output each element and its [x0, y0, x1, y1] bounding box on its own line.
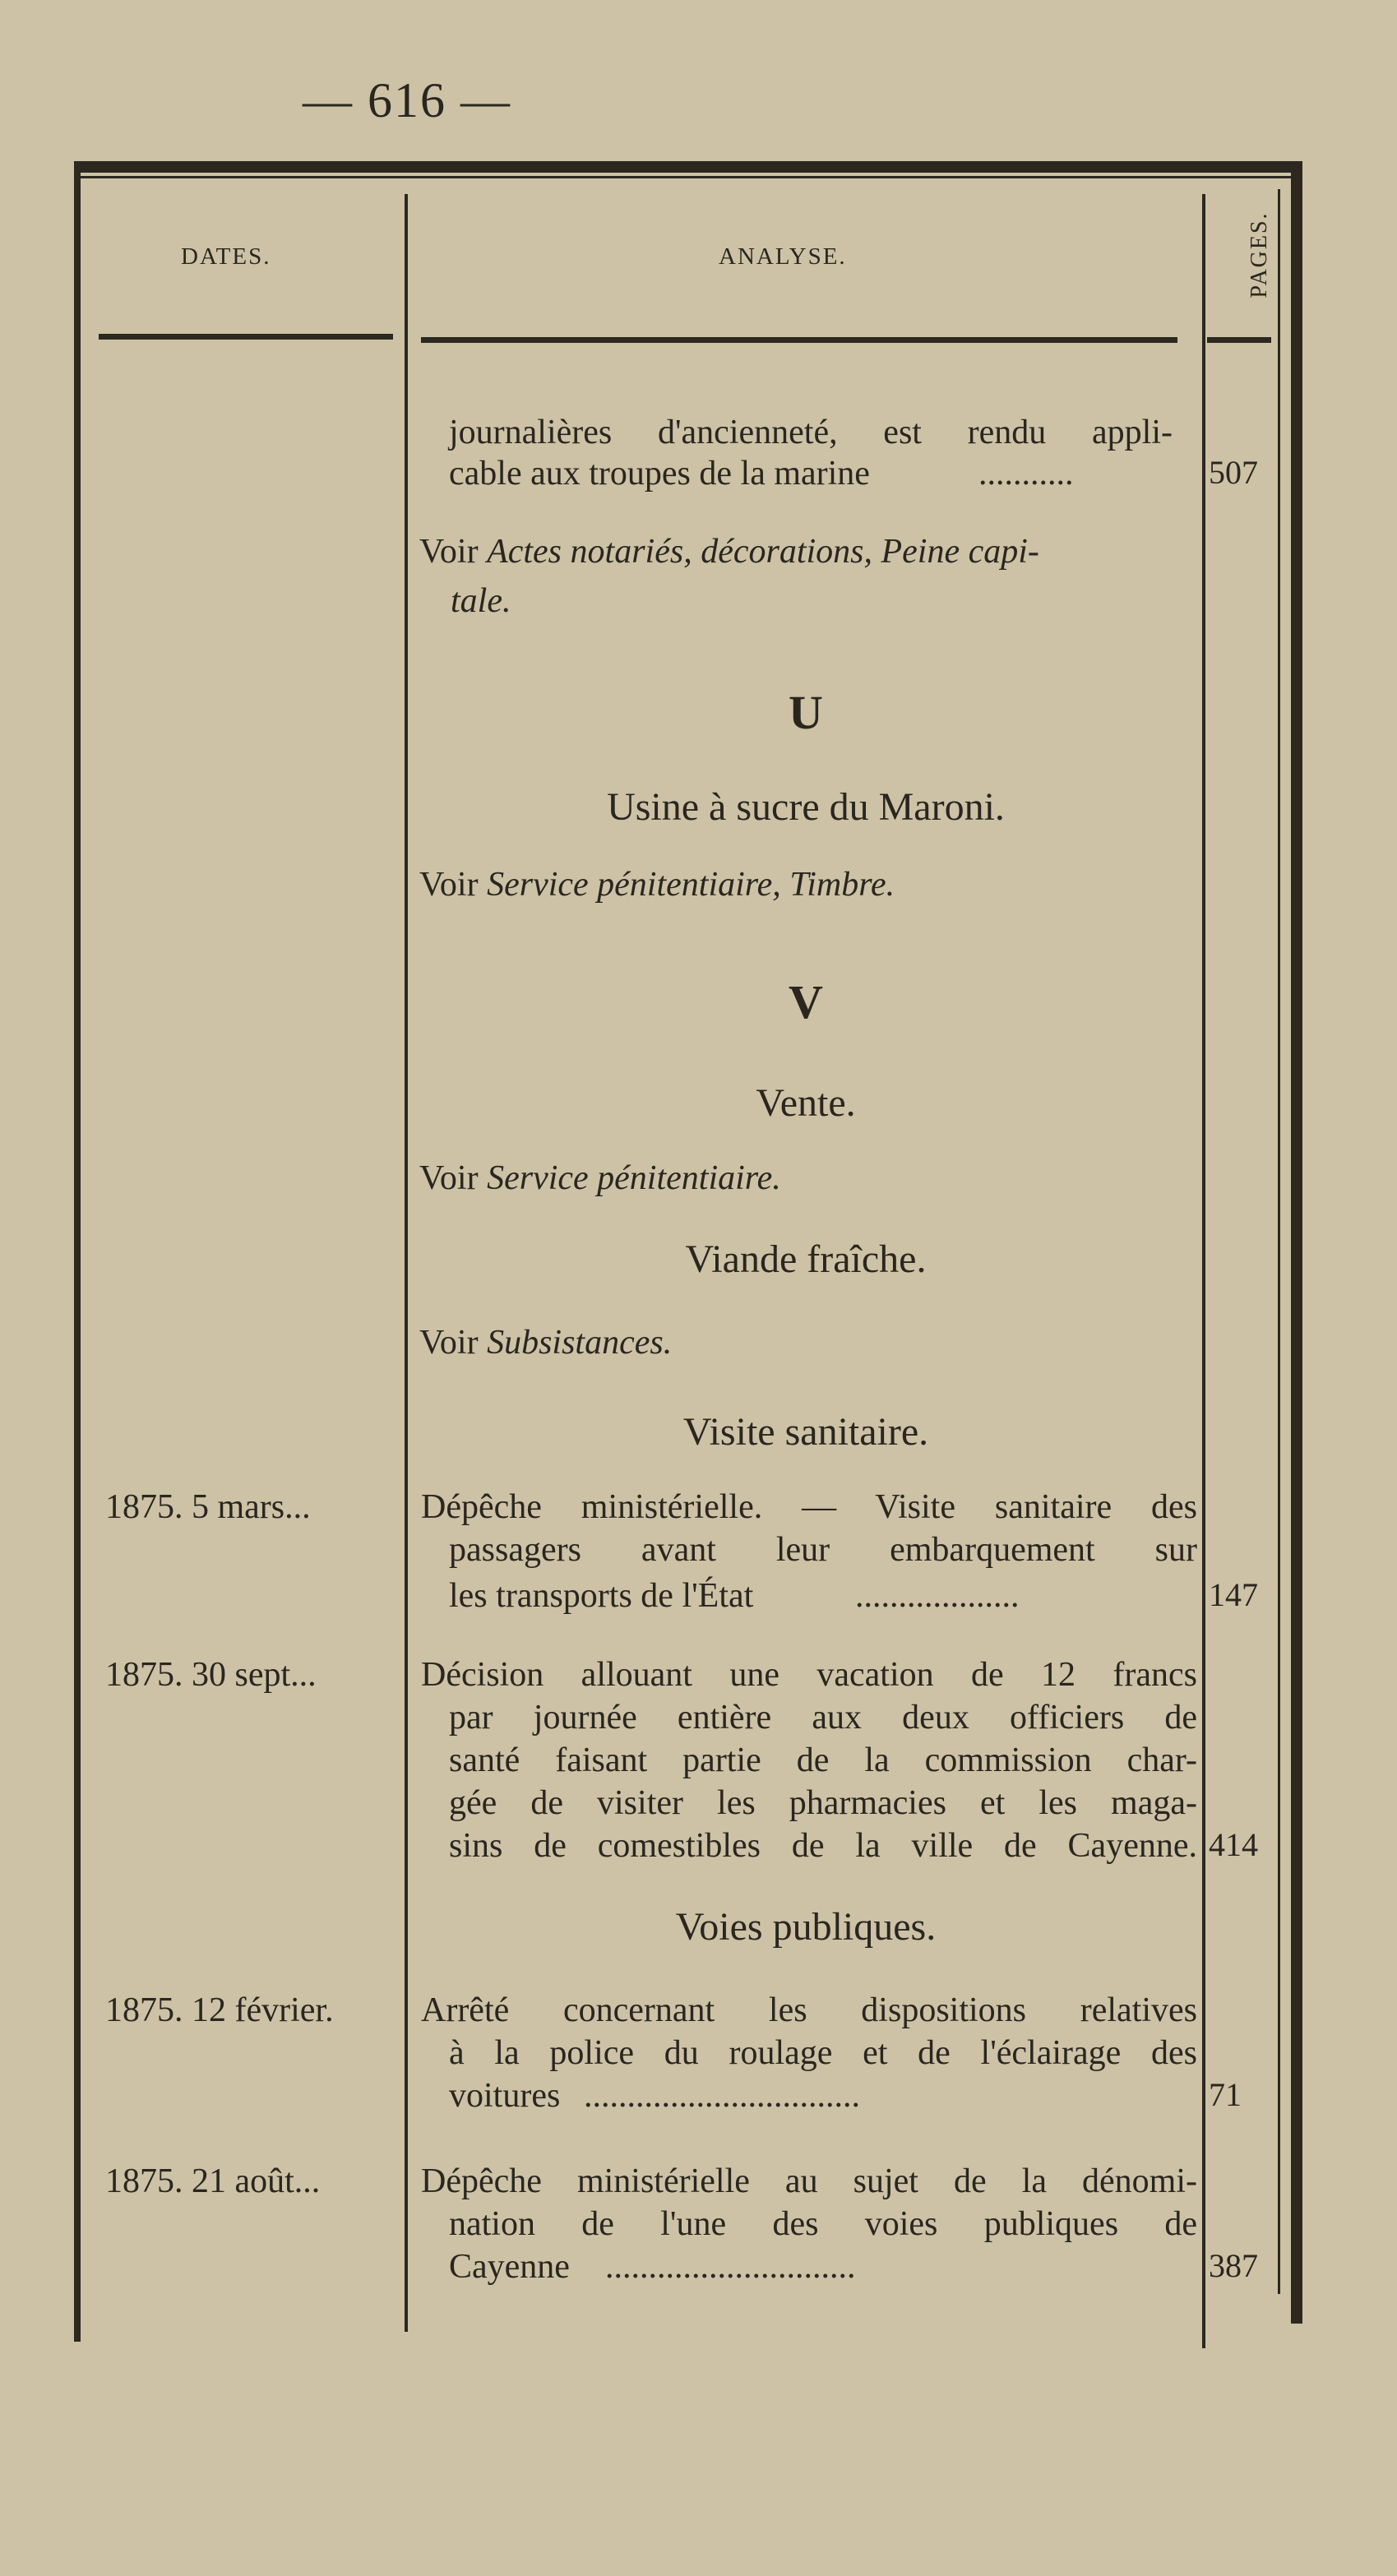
- vente-refs: Service pénitentiaire.: [487, 1159, 781, 1197]
- visite-e1-leader: ...................: [855, 1577, 1020, 1615]
- header-pages-cell: [1243, 189, 1276, 321]
- voies-title: Voies publiques.: [675, 1905, 937, 1949]
- letter-u: U: [789, 686, 823, 739]
- viande-title: Viande fraîche.: [685, 1237, 927, 1281]
- usine-voir-line: [419, 867, 895, 902]
- visite-e2-line4: gée de visiter les pharmacies et les maga-: [449, 1784, 1197, 1822]
- vente-voir-line: [419, 1161, 781, 1196]
- visite-e2-date: 1875. 30 sept...: [105, 1656, 317, 1694]
- column-divider-dates: [405, 194, 408, 2332]
- header-rule-dates: [99, 334, 393, 340]
- header-rule-pages: [1207, 337, 1271, 343]
- voies-e2-line2: nation de l'une des voies publiques de: [449, 2205, 1197, 2243]
- viande-voir: Voir: [419, 1324, 479, 1362]
- viande-voir-line: [419, 1325, 672, 1360]
- block1-line1: journalières d'ancienneté, est rendu appli-: [449, 414, 1173, 451]
- header-analyse: ANALYSE.: [719, 243, 847, 270]
- visite-e2-line2: par journée entière aux deux officiers de: [449, 1699, 1197, 1737]
- voir1-line2: [451, 584, 511, 618]
- visite-e1-line1: Dépêche ministérielle. — Visite sanitaire des: [421, 1488, 1197, 1526]
- voir1-voir: Voir: [419, 533, 479, 571]
- visite-e2-line3: santé faisant partie de la commission char-: [449, 1741, 1197, 1779]
- header-rule-analyse: [421, 337, 1177, 343]
- block1-leader: ...........: [978, 455, 1074, 493]
- visite-e1-date: 1875. 5 mars...: [105, 1488, 311, 1526]
- voies-e1-leader: ................................: [584, 2077, 860, 2115]
- visite-e1-line2: passagers avant leur embarquement sur: [449, 1531, 1197, 1569]
- voies-e2-line3: Cayenne: [449, 2248, 570, 2286]
- visite-e1-line3: les transports de l'État: [449, 1577, 754, 1615]
- voir1-refs2: tale.: [451, 582, 511, 620]
- voies-e2-page: 387: [1209, 2247, 1258, 2284]
- voies-e2-line1: Dépêche ministérielle au sujet de la dénomi-: [421, 2162, 1197, 2200]
- voies-e2-date: 1875. 21 août...: [105, 2162, 321, 2200]
- voies-e1-line3: voitures: [449, 2077, 561, 2115]
- letter-v: V: [789, 975, 823, 1029]
- block1-line2: cable aux troupes de la marine: [449, 455, 870, 493]
- voies-e1-line1: Arrêté concernant les dispositions relatives: [421, 1991, 1197, 2029]
- voies-e1-page: 71: [1209, 2076, 1242, 2113]
- frame-right-rule: [1291, 161, 1302, 2324]
- voies-e2-leader: .............................: [605, 2248, 856, 2286]
- visite-e2-page: 414: [1209, 1826, 1258, 1863]
- voir1-refs: Actes notariés, décorations, Peine capi-: [487, 533, 1039, 571]
- frame-top-rule: [74, 161, 1301, 173]
- usine-title: Usine à sucre du Maroni.: [607, 785, 1005, 829]
- visite-e2-line5: sins de comestibles de la ville de Cayenne.: [449, 1827, 1197, 1865]
- visite-e2-line1: Décision allouant une vacation de 12 francs: [421, 1656, 1197, 1694]
- column-divider-pages: [1202, 194, 1205, 2348]
- vente-voir: Voir: [419, 1159, 479, 1197]
- block1-page: 507: [1209, 454, 1258, 491]
- viande-refs: Subsistances.: [487, 1324, 673, 1362]
- page-number: — 616 —: [303, 73, 511, 127]
- visite-e1-page: 147: [1209, 1576, 1258, 1613]
- header-dates: DATES.: [181, 243, 271, 270]
- vente-title: Vente.: [756, 1081, 856, 1125]
- usine-refs: Service pénitentiaire, Timbre.: [487, 866, 895, 904]
- voir1-line1: [419, 534, 1039, 569]
- frame-top-thin-rule: [74, 176, 1301, 178]
- header-pages: PAGES.: [1247, 211, 1272, 298]
- frame-right-inner-rule: [1278, 189, 1280, 2294]
- usine-voir: Voir: [419, 866, 479, 904]
- voies-e1-line2: à la police du roulage et de l'éclairage des: [449, 2034, 1197, 2072]
- voies-e1-date: 1875. 12 février.: [105, 1991, 334, 2029]
- visite-title: Visite sanitaire.: [682, 1410, 929, 1454]
- frame-left-rule: [74, 161, 81, 2342]
